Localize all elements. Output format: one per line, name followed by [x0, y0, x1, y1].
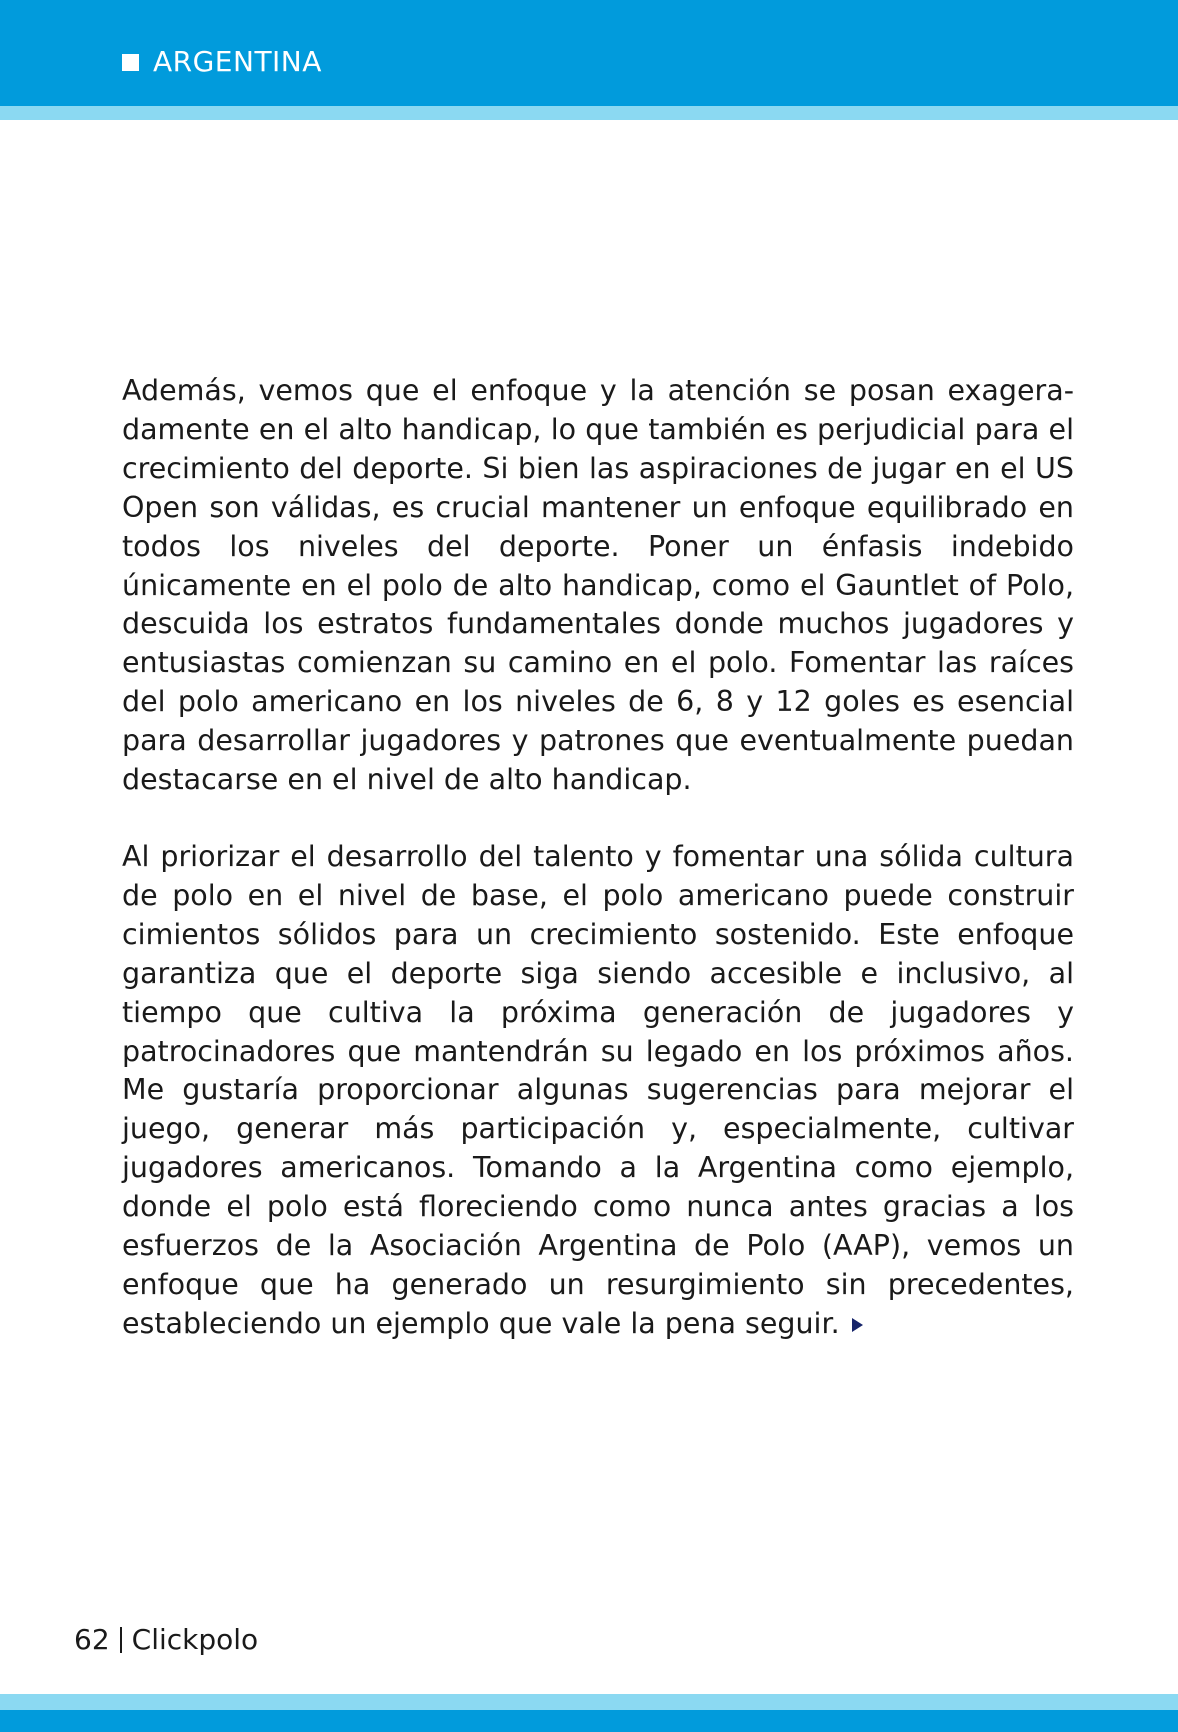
paragraph: Además, vemos que el enfoque y la atención se posan exageradamente en el alto handicap, lo que también es perjudicial para el crecimiento del deporte. Si bien las aspiraciones de jugar en el US Open son válidas, es crucial mantener un enfoque equilibrado en todos los niveles del deporte. Poner un énfasis indebido únicamente en el polo de alto handicap, como el Gauntlet of Polo, descuida los estratos fundamentales donde muchos jugadores y entusiastas comienzan su camino en el polo. Fomentar las raíces del polo americano en los niveles de 6, 8 y 12 goles es esencial para desarrollar jugadores y patrones que eventualmente puedan destacarse en el nivel de alto handicap. — [122, 374, 1074, 797]
square-bullet-icon — [122, 54, 139, 71]
section-label — [122, 45, 322, 78]
footer-divider — [120, 1627, 122, 1653]
page-footer — [74, 1623, 259, 1656]
paragraph-last — [122, 838, 1074, 1344]
footer-stripe — [0, 1694, 1178, 1710]
publication-name: Clickpolo — [131, 1623, 259, 1656]
article-body — [122, 372, 1074, 1344]
paragraph-text: Al priorizar el desarrollo del talento y fomentar una sólida cultura de polo en el nivel de base, el polo americano puede construir cimientos sólidos para un crecimiento sostenido. Este enfoque garantiza que el deporte siga siendo accesible e inclusivo, al tiempo que cultiva la próxima generación de jugadores y patrocinadores que mantendrán su legado en los próximos años. Me gustaría proporcionar algunas sugerencias para mejorar el juego, generar más participación y, especialmente, cultivar jugadores americanos. Tomando a la Argentina como ejemplo, donde el polo está floreciendo como nunca antes gracias a los esfuerzos de la Asociación Argentina de Polo (AAP), vemos un enfoque que ha generado un resurgimiento sin precedentes, estableciendo un ejemplo que vale la pena seguir. — [122, 839, 1074, 1340]
header-stripe — [0, 106, 1178, 120]
footer-band — [0, 1710, 1178, 1732]
section-title: ARGENTINA — [153, 45, 322, 78]
page-number: 62 — [74, 1623, 110, 1656]
play-arrow-icon — [852, 1318, 863, 1332]
